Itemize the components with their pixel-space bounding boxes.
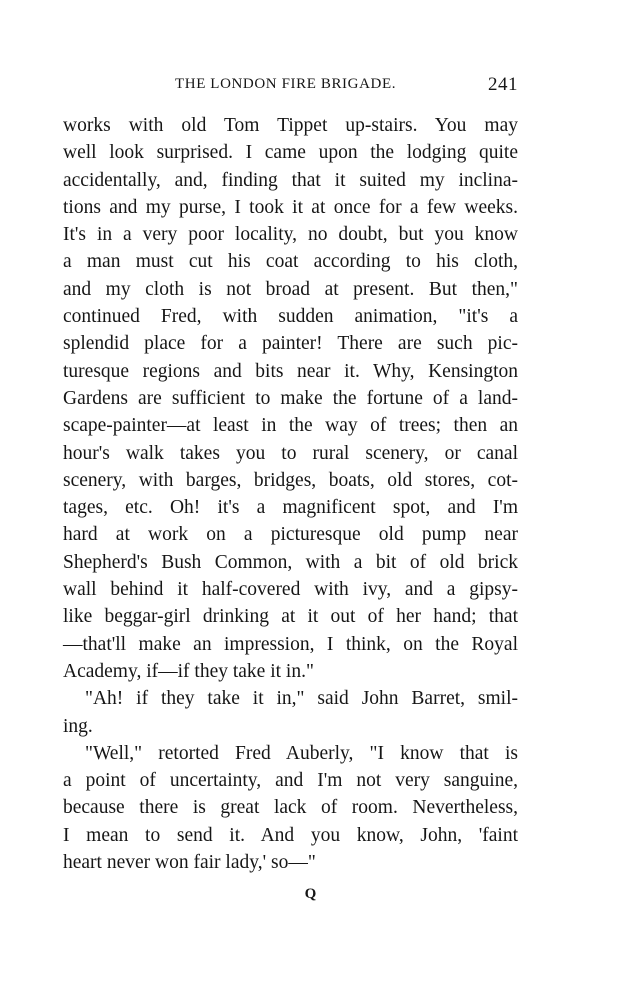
text-line: Academy, if—if they take it in." [63, 660, 314, 682]
text-line: wall behind it half-covered with ivy, and a gipsy- [63, 579, 518, 601]
text-line: and my cloth is not broad at present. But then," [63, 278, 518, 300]
text-line: ing. [63, 715, 93, 737]
text-line: well look surprised. I came upon the lodging quite [63, 142, 518, 164]
text-line: scape-painter—at least in the way of trees; then an [63, 415, 518, 437]
text-line: —that'll make an impression, I think, on the Royal [63, 633, 518, 655]
text-line: tages, etc. Oh! it's a magnificent spot, and I'm [63, 497, 518, 519]
text-line: splendid place for a painter! There are such pic- [63, 333, 518, 355]
text-line: accidentally, and, finding that it suited my inclina- [63, 169, 518, 191]
text-line: a man must cut his coat according to his cloth, [63, 251, 518, 273]
text-line: turesque regions and bits near it. Why, Kensington [63, 360, 518, 382]
text-line: like beggar-girl drinking at it out of her hand; that [63, 606, 518, 628]
text-line: "Well," retorted Fred Auberly, "I know that is [85, 742, 518, 764]
text-line: works with old Tom Tippet up-stairs. You may [63, 115, 518, 136]
text-line: heart never won fair lady,' so—" [63, 852, 316, 874]
signature-mark: Q [304, 886, 317, 902]
text-line: It's in a very poor locality, no doubt, but you know [63, 224, 518, 246]
text-line: a point of uncertainty, and I'm not very sanguine, [63, 770, 518, 792]
running-title: THE LONDON FIRE BRIGADE. [175, 76, 397, 92]
text-line: continued Fred, with sudden animation, "it's a [63, 306, 518, 328]
page-number: 241 [488, 74, 518, 95]
text-line: tions and my purse, I took it at once for a few weeks. [63, 196, 518, 218]
body-text [63, 112, 518, 876]
text-line: because there is great lack of room. Nevertheless, [63, 797, 518, 819]
running-head [60, 74, 518, 98]
text-line: Gardens are sufficient to make the fortune of a land- [63, 387, 518, 409]
text-line: hour's walk takes you to rural scenery, or canal [63, 442, 518, 464]
text-line: I mean to send it. And you know, John, 'faint [63, 824, 518, 846]
text-line: scenery, with barges, bridges, boats, old stores, cot- [63, 469, 518, 491]
text-line: Shepherd's Bush Common, with a bit of old brick [63, 551, 518, 573]
text-line: "Ah! if they take it in," said John Barret, smil- [85, 688, 518, 710]
text-line: hard at work on a picturesque old pump near [63, 524, 518, 546]
